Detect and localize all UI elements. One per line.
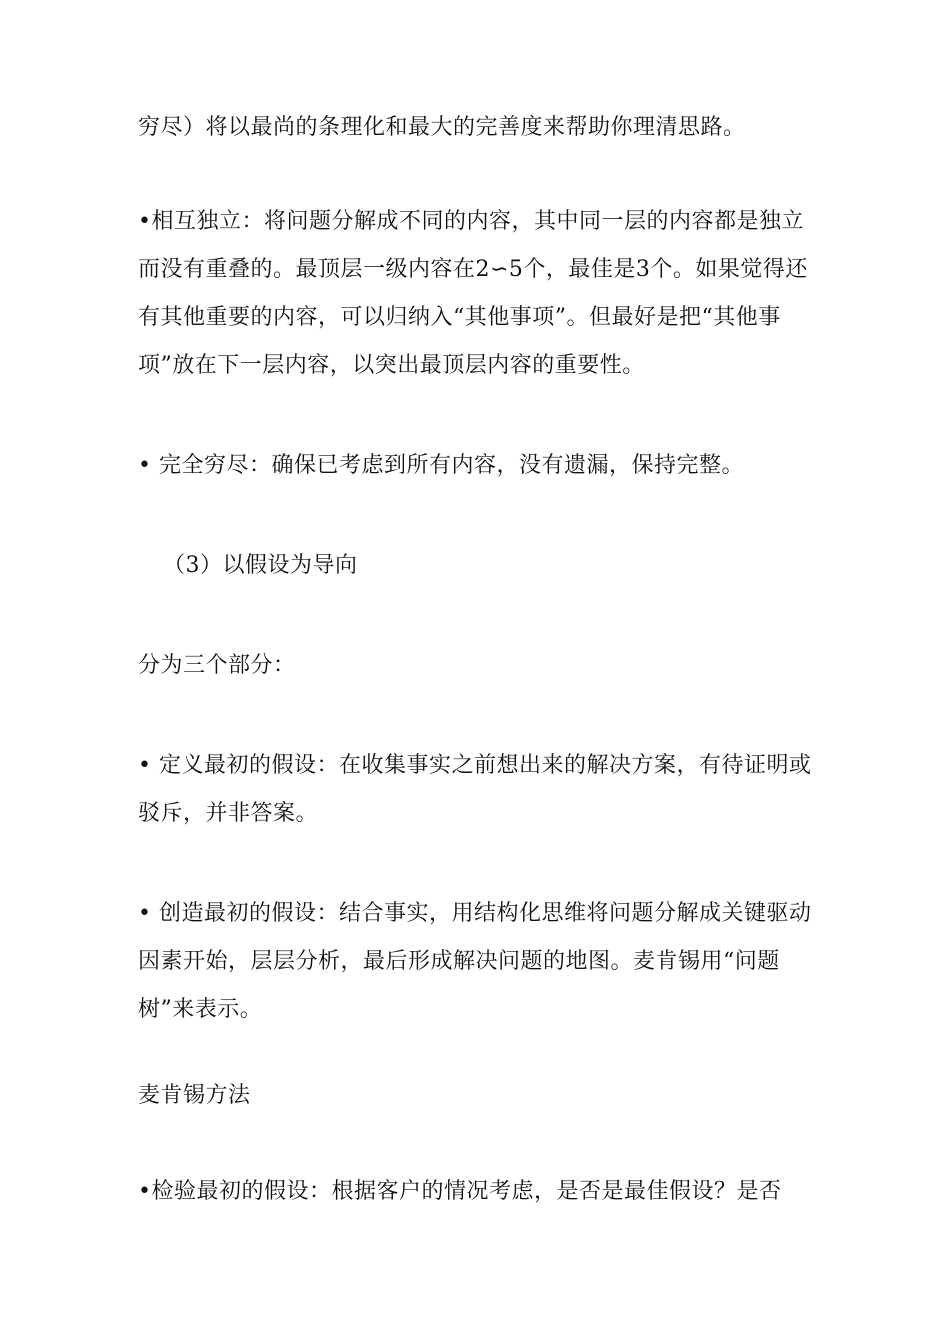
paragraph-line: 驳斥，并非答案。 <box>138 801 319 826</box>
paragraph-line: 树”来表示。 <box>138 997 263 1022</box>
bullet-define-hypothesis-line: • 定义最初的假设：在收集事实之前想出来的解决方案，有待证明或 <box>138 753 812 778</box>
section-heading: （3）以假设为导向 <box>163 553 358 578</box>
bullet-mutually-exclusive-line: •相互独立：将问题分解成不同的内容，其中同一层的内容都是独立 <box>138 209 804 234</box>
bullet-collectively-exhaustive-line: • 完全穷尽：确保已考虑到所有内容，没有遗漏，保持完整。 <box>138 453 744 478</box>
paragraph-line: 有其他重要的内容，可以归纳入“其他事项”。但最好是把“其他事 <box>138 305 781 330</box>
subheading: 麦肯锡方法 <box>138 1083 251 1108</box>
paragraph-line: 因素开始，层层分析，最后形成解决问题的地图。麦肯锡用“问题 <box>138 949 780 974</box>
bullet-test-hypothesis-line: •检验最初的假设：根据客户的情况考虑，是否是最佳假设？是否 <box>138 1179 782 1204</box>
bullet-create-hypothesis-line: • 创造最初的假设：结合事实，用结构化思维将问题分解成关键驱动 <box>138 901 812 926</box>
paragraph-line: 项”放在下一层内容，以突出最顶层内容的重要性。 <box>138 353 645 378</box>
paragraph-line: 分为三个部分： <box>138 653 296 678</box>
paragraph-line: 穷尽）将以最尚的条理化和最大的完善度来帮助你理清思路。 <box>138 115 746 140</box>
paragraph-line: 而没有重叠的。最顶层一级内容在2∽5个，最佳是3个。如果觉得还 <box>138 257 808 282</box>
